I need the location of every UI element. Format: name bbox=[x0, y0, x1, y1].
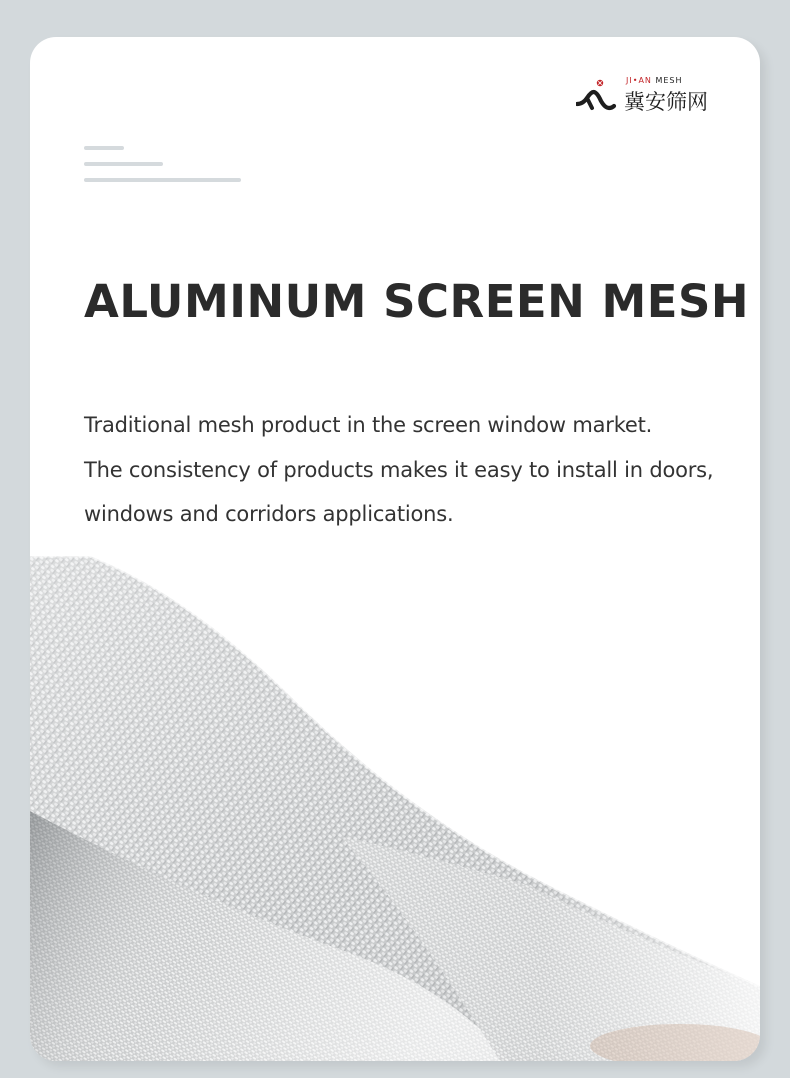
decor-line-medium bbox=[84, 162, 163, 166]
logo-mesh-text: MESH bbox=[655, 76, 683, 85]
decor-line-long bbox=[84, 178, 241, 182]
description-line: Traditional mesh product in the screen window market. bbox=[84, 413, 653, 437]
product-description bbox=[84, 403, 754, 537]
aluminum-mesh-photo bbox=[30, 556, 760, 1061]
product-card bbox=[30, 37, 760, 1061]
description-line: windows and corridors applications. bbox=[84, 502, 454, 526]
description-line: The consistency of products makes it easy to install in doors, bbox=[84, 457, 714, 482]
logo-mark-icon bbox=[576, 77, 620, 113]
page-title: ALUMINUM SCREEN MESH bbox=[84, 275, 750, 328]
decor-line-short bbox=[84, 146, 124, 150]
logo-brand-text: JI•AN bbox=[626, 76, 652, 85]
brand-logo bbox=[576, 75, 721, 115]
logo-chinese-name: 冀安筛网 bbox=[624, 90, 708, 114]
logo-english-text bbox=[626, 76, 683, 85]
